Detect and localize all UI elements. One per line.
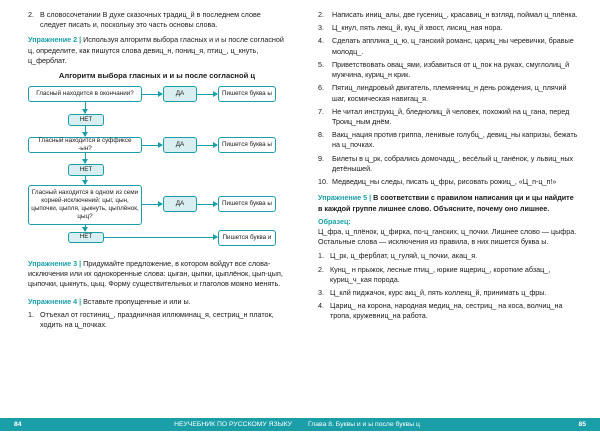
exercise-5-label: Упражнение 5 <box>318 193 368 203</box>
result-y: Пишется буква ы <box>218 196 276 212</box>
exercise-4-list <box>318 10 578 187</box>
list-item <box>318 251 578 261</box>
item-text: В словосочетании В духе сказочных традиц_й в последнем слове следует писать и, поскольку это часть основы слова. <box>40 10 261 30</box>
list-item <box>318 177 578 187</box>
right-content <box>318 10 578 325</box>
arrow <box>85 102 86 113</box>
right-footer <box>300 418 600 431</box>
item-text: Пятиц_линдровый двигатель, племянниц_н день рождения, ц_плячий шаг, космическая навигац_я. <box>332 83 567 103</box>
list-item <box>318 60 578 80</box>
exercise-3-label: Упражнение 3 <box>28 258 78 268</box>
right-page <box>300 0 600 434</box>
item-number: 8. <box>318 130 324 140</box>
no-box: НЕТ <box>68 232 104 243</box>
exercise-3: Упражнение 3 | Придумайте предложение, в котором войдут все слова-исключения или их однокоренные слова: цыган, цыпки, цыплёнок, цып-цып, цыпочки, цыкнуть, цыц. Форму существительных и глаголов можно менять. <box>28 258 283 289</box>
list-item <box>318 288 578 298</box>
exercise-4: Упражнение 4 | Вставьте пропущенные и или ы. <box>28 296 191 306</box>
item-text: Вакц_нация против гриппа, ленивые голубц_, девиц_ны капризы, бежать на ц_почках. <box>332 130 578 150</box>
item-number: 1. <box>318 251 324 261</box>
item-text: Билеты в ц_рк, собрались домочадц_, весёлый ц_ганёнок, у львиц_ных детёнышей. <box>332 153 574 173</box>
arrow <box>197 145 217 146</box>
item-text: Приветствовать овац_ями, избавиться от ц_пок на руках, смуглолиц_й мужчина, куриц_н крик. <box>332 59 570 80</box>
item-number: 3. <box>318 23 324 33</box>
arrow <box>85 126 86 136</box>
list-item <box>318 36 578 56</box>
item-number: 10. <box>318 177 328 187</box>
list-item <box>318 23 578 33</box>
list-item <box>318 154 578 174</box>
item-number: 6. <box>318 83 324 93</box>
item-number: 4. <box>318 36 324 46</box>
list-item <box>318 130 578 150</box>
item-number: 5. <box>318 59 324 69</box>
arrow <box>85 225 86 231</box>
exercise-5-list <box>318 251 578 321</box>
item-number: 2. <box>28 10 34 19</box>
question-root-exceptions: Гласный находится в одном из семи корней-исключений: цыг, цын, цыпочки, цыпля, цыкнуть, цыплёнок, цыц? <box>28 185 142 225</box>
list-item <box>318 83 578 103</box>
item-text: Написать иниц_алы, две гусениц_, красавиц_н взгляд, поймал ц_плёнка. <box>332 10 578 19</box>
item-text: Сделать апплика_ц_ю, ц_ганский романс, цариц_ны черевички, бравые молодц_. <box>332 36 574 56</box>
item-text: Ц_кнул, пять лекц_й, куц_й хвост, лисиц_ная нора. <box>332 23 503 33</box>
algorithm-title: Алгоритм выбора гласных и и ы после согласной ц <box>58 71 256 81</box>
exercise-5: Упражнение 5 | В соответствии с правилом написания ци и цы найдите в каждой группе лишнее слово. Объясните, почему оно лишнее. <box>318 193 574 213</box>
chapter-title: Глава 8. Буквы и и ы после буквы ц <box>308 421 420 428</box>
exercise-2: Упражнение 2 | Используя алгоритм выбора гласных и и ы после согласной ц, определите, как пишутся слова девиц_н, пониц_я, птиц_, ц_кнуть, ц_ферблат. <box>28 35 284 65</box>
item-number: 1. <box>28 309 34 319</box>
item-text: Кунц_ н прыжок, лесные птиц_, юркие ящериц_, короткие абзац_, куриц_ч_кая порода. <box>330 264 551 284</box>
item-number: 4. <box>318 301 324 311</box>
item-text: Ц_рк, ц_ферблат, ц_гуляй, ц_почки, акац_я. <box>330 251 478 261</box>
sample-label: Образец: <box>318 216 351 226</box>
arrow <box>85 153 86 163</box>
question-ending: Гласный находится в окончании? <box>28 86 142 102</box>
no-box: НЕТ <box>68 164 104 176</box>
arrow <box>142 145 162 146</box>
item-number: 7. <box>318 106 324 116</box>
flowchart <box>28 86 286 254</box>
question-suffix: Гласный находится в суффиксе -ын? <box>28 137 142 153</box>
result-i: Пишется буква и <box>218 230 276 246</box>
item-number: 3. <box>318 288 324 298</box>
arrow <box>142 204 162 205</box>
list-item <box>28 310 286 330</box>
arrow <box>197 94 217 95</box>
yes-box: ДА <box>163 137 197 153</box>
exercise-5-text: В соответствии с правилом написания ци и цы найдите в каждой группе лишнее слово. Объясните, почему оно лишнее. <box>318 193 574 213</box>
list-item <box>318 10 578 20</box>
yes-box: ДА <box>163 86 197 102</box>
no-box: НЕТ <box>68 114 104 126</box>
left-footer <box>0 418 300 431</box>
arrow <box>85 176 86 184</box>
list-item <box>28 10 286 30</box>
sample-text: Ц_фра, ц_плёнок, ц_фирка, по-ц_ганских, ц_почки. Лишнее слово — цыфра. Остальные слова — исключения из правила, в них пишется буква ы. <box>318 226 577 247</box>
yes-box: ДА <box>163 196 197 212</box>
item-number: 2. <box>318 264 324 274</box>
item-text: Отъехал от гостиниц_, праздничная иллюминац_я, сестриц_н платок, ходить на ц_почках. <box>40 309 274 329</box>
page-number: 84 <box>14 421 22 428</box>
left-content <box>28 10 286 333</box>
list-item <box>318 107 578 127</box>
arrow <box>197 204 217 205</box>
exercise-3-text: Придумайте предложение, в котором войдут все слова-исключения или их однокоренные слова: цыган, цыпки, цыплёнок, цып-цып, цыпочки, цыкнуть, цыц. Форму существительных и глаголов можно менять. <box>28 258 283 289</box>
list-item <box>318 265 578 285</box>
exercise-2-text: Используя алгоритм выбора гласных и и ы после согласной ц, определите, как пишутся слова девиц_н, пониц_я, птиц_, ц_кнуть, ц_ферблат. <box>28 35 284 65</box>
arrow <box>142 94 162 95</box>
result-y: Пишется буква ы <box>218 86 276 102</box>
exercise-4-label: Упражнение 4 <box>28 296 78 306</box>
item-number: 2. <box>318 10 324 19</box>
item-text: Ц_клй пиджачок, курс акц_й, пять коллекц_й, принимать ц_фры. <box>330 288 547 298</box>
page-number: 85 <box>578 421 586 428</box>
exercise-4-text: Вставьте пропущенные и или ы. <box>83 296 191 306</box>
item-text: Цариц_ на корона, народная медиц_на, сестриц_ на коса, волчиц_на тропа, кружевниц_на работа. <box>330 301 563 321</box>
item-text: Медведиц_ны следы, писать ц_фры, рисовать рожиц_, «Ц_п-ц_п!» <box>332 177 557 187</box>
list-item <box>318 301 578 321</box>
book-title: НЕУЧЕБНИК ПО РУССКОМУ ЯЗЫКУ <box>174 421 292 428</box>
result-y: Пишется буква ы <box>218 137 276 153</box>
item-text: Не читал инструкц_й, бледнолиц_й человек, похожий на ц_гана, перед Троиц_ным днём. <box>332 106 570 126</box>
arrow <box>104 237 217 238</box>
exercise-2-label: Упражнение 2 <box>28 35 78 45</box>
item-number: 9. <box>318 153 324 163</box>
